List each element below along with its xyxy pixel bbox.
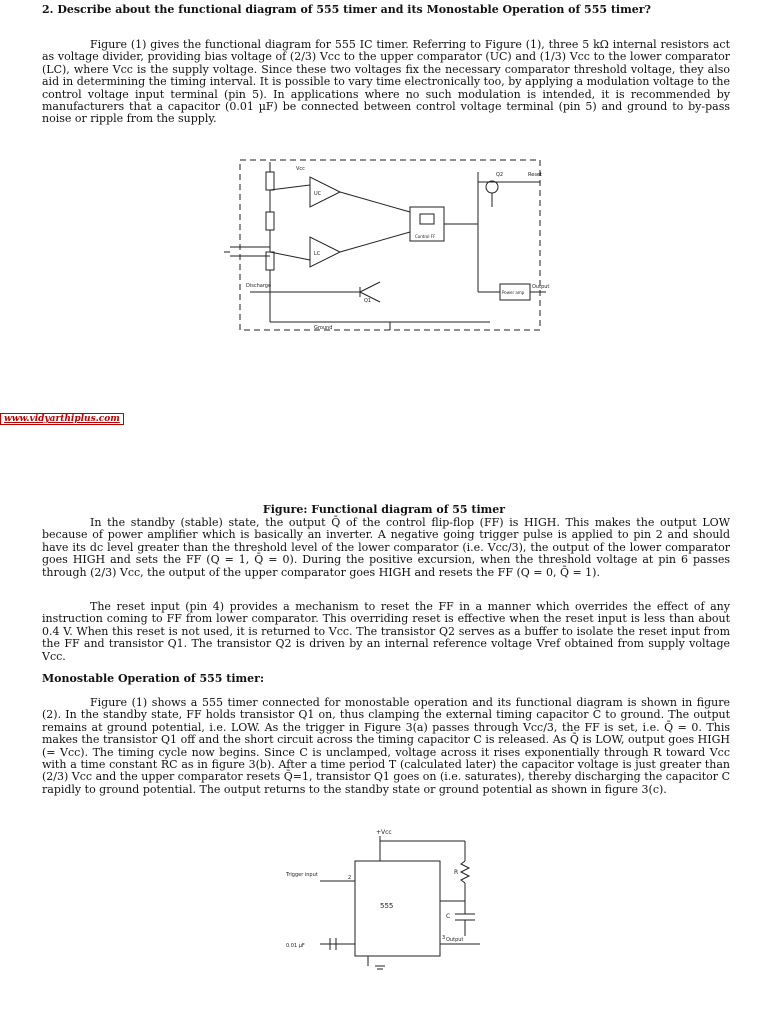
diagram-lc-label: LC bbox=[314, 251, 321, 257]
circuit-cap-label: 0.01 µF bbox=[286, 943, 305, 949]
diagram-q1-label: Q1 bbox=[364, 298, 372, 304]
monostable-circuit-diagram bbox=[280, 826, 500, 976]
diagram-vcc-label: Vcc bbox=[296, 166, 305, 172]
circuit-vcc-label: +Vcc bbox=[376, 829, 392, 836]
watermark-link[interactable]: www.vidyarthiplus.com bbox=[0, 413, 124, 425]
circuit-chip-label: 555 bbox=[380, 902, 394, 910]
figure-caption: Figure: Functional diagram of 55 timer bbox=[262, 503, 506, 516]
circuit-pin3-label: 3 bbox=[442, 935, 446, 941]
diagram-uc-label: UC bbox=[314, 191, 322, 197]
diagram-discharge-label: Discharge bbox=[246, 283, 272, 289]
circuit-trigger-label: Trigger input bbox=[286, 872, 318, 878]
diagram-q2-label: Q2 bbox=[496, 172, 504, 178]
diagram-reset-label: Reset bbox=[528, 172, 542, 178]
circuit-output-label: Output bbox=[446, 937, 464, 943]
standby-paragraph: In the standby (stable) state, the output Q̄ of the control flip-flop (FF) is HIGH. This makes the output LOW because of power amplifier which is basically an inverter. A negative going trigger pulse is applied to pin 2 and should have its dc level greater than the threshold level of the lower comparator (i.e. Vcc/3), the output of the lower comparator goes HIGH and sets the FF (Q = 1, Q̄ = 0). During the positive excursion, when the threshold voltage at pin 6 passes through (2/3) Vcc, the output of the upper comparator goes HIGH and resets the FF (Q = 0, Q̄ = 1). bbox=[42, 516, 730, 579]
circuit-c-label: C bbox=[446, 913, 451, 920]
diagram-power-amp-label: Power amp bbox=[502, 290, 525, 295]
monostable-heading: Monostable Operation of 555 timer: bbox=[42, 672, 265, 685]
reset-paragraph: The reset input (pin 4) provides a mechanism to reset the FF in a manner which overrides the effect of any instruction coming to FF from lower comparator. This overriding reset is effective when the reset input is less than about 0.4 V. When this reset is not used, it is returned to Vcc. The transistor Q2 serves as a buffer to isolate the reset input from the FF and transistor Q1. The transistor Q2 is driven by an internal reference voltage Vref obtained from supply voltage Vcc. bbox=[42, 600, 730, 663]
circuit-pin2-label: 2 bbox=[348, 875, 352, 881]
monostable-paragraph: Figure (1) shows a 555 timer connected for monostable operation and its functional diagram is shown in figure (2). In the standby state, FF holds transistor Q1 on, thus clamping the external timing capacitor C to ground. The output remains at ground potential, i.e. LOW. As the trigger in Figure 3(a) passes through Vcc/3, the FF is set, i.e. Q̄ = 0. This makes the transistor Q1 off and the short circuit across the timing capacitor C is released. As Q̄ is LOW, output goes HIGH (= Vcc). The timing cycle now begins. Since C is unclamped, voltage across it rises exponentially through R toward Vcc with a time constant RC as in figure 3(b). After a time period T (calculated later) the capacitor voltage is just greater than (2/3) Vcc and the upper comparator resets Q̄=1, transistor Q1 goes on (i.e. saturates), thereby discharging the capacitor C rapidly to ground potential. The output returns to the standby state or ground potential as shown in figure 3(c). bbox=[42, 696, 730, 796]
diagram-output-label: Output bbox=[532, 284, 550, 290]
intro-paragraph: Figure (1) gives the functional diagram for 555 IC timer. Referring to Figure (1), three 5 kΩ internal resistors act as voltage divider, providing bias voltage of (2/3) Vcc to the upper comparator (UC) and (1/3) Vcc to the lower comparator (LC), where Vcc is the supply voltage. Since these two voltages fix the necessary comparator threshold voltage, they also aid in determining the timing interval. It is possible to vary time electronically too, by applying a modulation voltage to the control voltage input terminal (pin 5). In applications where no such modulation is intended, it is recommended by manufacturers that a capacitor (0.01 µF) be connected between control voltage terminal (pin 5) and ground to by-pass noise or ripple from the supply. bbox=[42, 38, 730, 126]
circuit-r-label: R bbox=[454, 869, 459, 876]
functional-diagram bbox=[210, 152, 550, 337]
question-heading: 2. Describe about the functional diagram of 555 timer and its Monostable Operation of 555 timer? bbox=[42, 3, 651, 16]
diagram-ground-label: Ground bbox=[314, 325, 333, 331]
diagram-ff-label: Control FF bbox=[415, 234, 436, 239]
